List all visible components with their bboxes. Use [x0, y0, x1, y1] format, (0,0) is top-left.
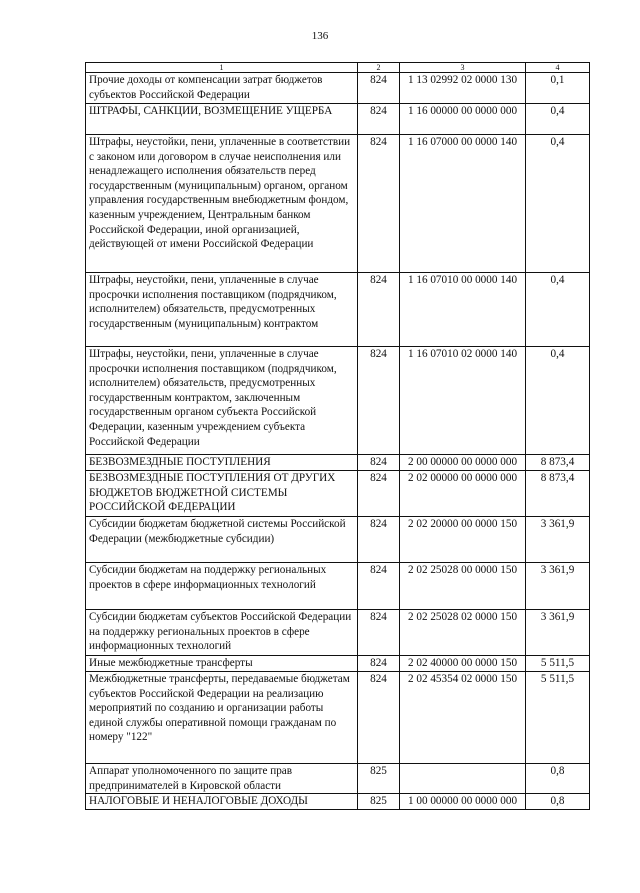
row-amount: 3 361,9: [526, 610, 590, 656]
row-amount: 0,8: [526, 794, 590, 810]
row-amount: 0,4: [526, 347, 590, 455]
row-name: БЕЗВОЗМЕЗДНЫЕ ПОСТУПЛЕНИЯ: [86, 455, 358, 471]
row-code: 824: [358, 135, 400, 273]
column-header-kbk: 3: [400, 63, 526, 73]
row-amount: 8 873,4: [526, 455, 590, 471]
column-header-amount: 4: [526, 63, 590, 73]
row-name: НАЛОГОВЫЕ И НЕНАЛОГОВЫЕ ДОХОДЫ: [86, 794, 358, 810]
row-code: 824: [358, 563, 400, 610]
row-kbk: 2 02 40000 00 0000 150: [400, 656, 526, 672]
row-amount: 3 361,9: [526, 517, 590, 563]
row-name: Аппарат уполномоченного по защите прав предпринимателей в Кировской области: [86, 764, 358, 794]
column-header-name: 1: [86, 63, 358, 73]
row-kbk: 2 00 00000 00 0000 000: [400, 455, 526, 471]
row-kbk: 2 02 25028 02 0000 150: [400, 610, 526, 656]
row-amount: 0,8: [526, 764, 590, 794]
table-row: [86, 135, 590, 273]
row-code: 825: [358, 764, 400, 794]
table-row: [86, 794, 590, 810]
table-row: [86, 347, 590, 455]
row-name: Субсидии бюджетам на поддержку региональных проектов в сфере информационных технологий: [86, 563, 358, 610]
revenue-table: [85, 62, 590, 810]
row-kbk: [400, 764, 526, 794]
table-row: [86, 563, 590, 610]
row-code: 825: [358, 794, 400, 810]
row-kbk: 1 16 00000 00 0000 000: [400, 104, 526, 135]
row-kbk: 1 16 07010 00 0000 140: [400, 273, 526, 347]
column-header-code: 2: [358, 63, 400, 73]
table-row: [86, 764, 590, 794]
table-row: [86, 517, 590, 563]
table-row: [86, 455, 590, 471]
row-code: 824: [358, 656, 400, 672]
row-code: 824: [358, 347, 400, 455]
table-row: [86, 610, 590, 656]
row-code: 824: [358, 273, 400, 347]
row-name: Межбюджетные трансферты, передаваемые бюджетам субъектов Российской Федерации на реализацию мероприятий по созданию и организации работы единой службы оперативной помощи гражданам по номеру "122": [86, 672, 358, 764]
row-name: Иные межбюджетные трансферты: [86, 656, 358, 672]
row-amount: 8 873,4: [526, 471, 590, 517]
table-row: [86, 273, 590, 347]
row-amount: 5 511,5: [526, 656, 590, 672]
row-code: 824: [358, 455, 400, 471]
row-kbk: 1 16 07010 02 0000 140: [400, 347, 526, 455]
row-amount: 0,4: [526, 104, 590, 135]
row-amount: 0,1: [526, 73, 590, 104]
row-code: 824: [358, 471, 400, 517]
page-number: 136: [311, 30, 329, 42]
row-code: 824: [358, 672, 400, 764]
row-kbk: 1 13 02992 02 0000 130: [400, 73, 526, 104]
row-name: Штрафы, неустойки, пени, уплаченные в случае просрочки исполнения поставщиком (подрядчиком, исполнителем) обязательств, предусмотренных государственным контрактом, заключенным государственным органом субъекта Российской Федерации, казенным учреждением субъекта Российской Федерации: [86, 347, 358, 455]
row-name: Прочие доходы от компенсации затрат бюджетов субъектов Российской Федерации: [86, 73, 358, 104]
row-kbk: 1 00 00000 00 0000 000: [400, 794, 526, 810]
row-name: ШТРАФЫ, САНКЦИИ, ВОЗМЕЩЕНИЕ УЩЕРБА: [86, 104, 358, 135]
row-name: Субсидии бюджетам субъектов Российской Федерации на поддержку региональных проектов в сфере информационных технологий: [86, 610, 358, 656]
row-amount: 0,4: [526, 273, 590, 347]
row-code: 824: [358, 104, 400, 135]
row-kbk: 2 02 20000 00 0000 150: [400, 517, 526, 563]
row-kbk: 2 02 45354 02 0000 150: [400, 672, 526, 764]
header-row: [86, 63, 590, 73]
row-kbk: 2 02 00000 00 0000 000: [400, 471, 526, 517]
table-row: [86, 73, 590, 104]
table-row: [86, 672, 590, 764]
row-kbk: 1 16 07000 00 0000 140: [400, 135, 526, 273]
table-row: [86, 104, 590, 135]
row-name: Субсидии бюджетам бюджетной системы Российской Федерации (межбюджетные субсидии): [86, 517, 358, 563]
row-code: 824: [358, 73, 400, 104]
row-amount: 0,4: [526, 135, 590, 273]
row-name: БЕЗВОЗМЕЗДНЫЕ ПОСТУПЛЕНИЯ ОТ ДРУГИХ БЮДЖЕТОВ БЮДЖЕТНОЙ СИСТЕМЫ РОССИЙСКОЙ ФЕДЕРАЦИИ: [86, 471, 358, 517]
row-kbk: 2 02 25028 00 0000 150: [400, 563, 526, 610]
row-code: 824: [358, 517, 400, 563]
row-name: Штрафы, неустойки, пени, уплаченные в соответствии с законом или договором в случае неисполнения или ненадлежащего исполнения обязательств перед государственным (муниципальным) органом, органом управления государственным внебюджетным фондом, казенным учреждением, Центральным банком Российской Федерации, иной организацией, действующей от имени Российской Федерации: [86, 135, 358, 273]
row-amount: 5 511,5: [526, 672, 590, 764]
table-row: [86, 471, 590, 517]
table-row: [86, 656, 590, 672]
row-code: 824: [358, 610, 400, 656]
row-name: Штрафы, неустойки, пени, уплаченные в случае просрочки исполнения поставщиком (подрядчиком, исполнителем) обязательств, предусмотренных государственным (муниципальным) контрактом: [86, 273, 358, 347]
row-amount: 3 361,9: [526, 563, 590, 610]
